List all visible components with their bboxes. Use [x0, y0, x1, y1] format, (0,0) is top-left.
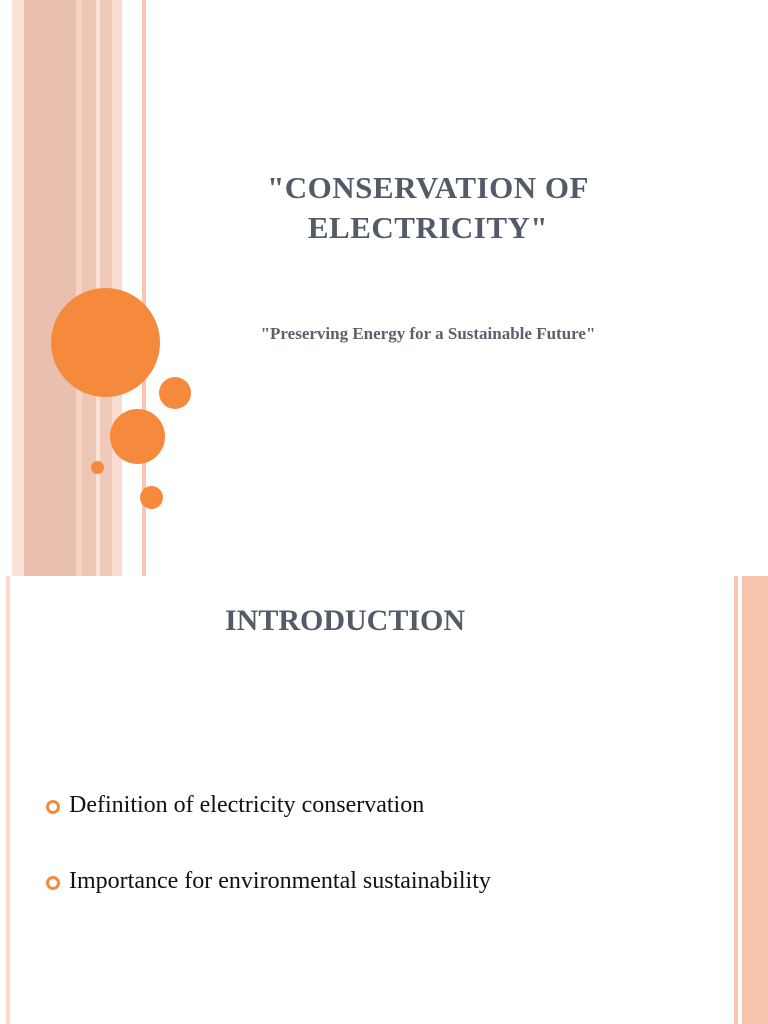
bullet-item [46, 788, 491, 826]
introduction-slide [0, 576, 768, 1024]
decorative-stripe [24, 0, 76, 576]
bullet-list [46, 788, 491, 940]
bullet-text: Importance for environmental sustainability [69, 868, 491, 894]
slide-title: "CONSERVATION OF ELECTRICITY" [267, 170, 589, 245]
slide-subtitle: "Preserving Energy for a Sustainable Future" [260, 324, 596, 343]
decorative-stripe [12, 0, 24, 576]
decorative-stripe [742, 576, 768, 1024]
decorative-stripe [6, 576, 10, 1024]
decorative-stripe [82, 0, 96, 576]
ring-bullet-icon [46, 876, 60, 890]
ring-bullet-icon [46, 800, 60, 814]
bullet-item [46, 864, 491, 902]
decorative-circle [159, 377, 191, 409]
slide-title: INTRODUCTION [224, 604, 466, 637]
bullet-text: Definition of electricity conservation [69, 792, 425, 818]
decorative-circle [110, 409, 165, 464]
decorative-circle [140, 486, 163, 509]
decorative-stripe [734, 576, 738, 1024]
decorative-circle-large [51, 288, 160, 397]
decorative-circle-small [91, 461, 104, 474]
